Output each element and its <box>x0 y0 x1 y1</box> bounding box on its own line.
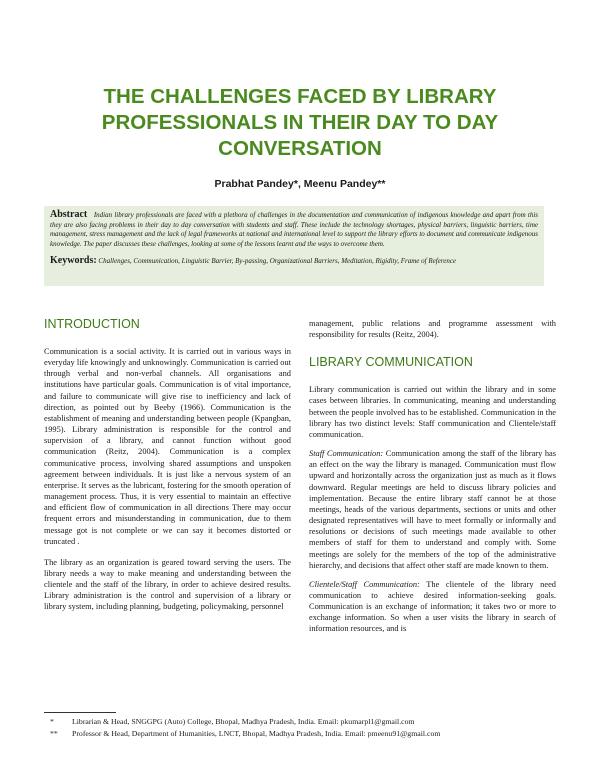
run-in-label: Staff Communication: <box>309 449 384 459</box>
abstract-text: Indian library professionals are faced with a plethora of challenges in the documentation and communication of indigenous knowledge and apart from this they are also facing problems in their day to day conversation with students and staff. These include the technology shortages, physical barriers, linguistic barriers, time management, stress management and the lack of legal frameworks at national and international level to support the library efforts to document and communicate indigenous knowledge. The paper discusses these challenges, looking at some of the lessons learnt and the ways to overcome them. <box>50 211 538 248</box>
paragraph-text: The clientele of the library need communication to achieve desired information-seeking goals. Communication is an exchange of information; it takes two or more to exchange information. So when a user visits the library in search of information resources, and is <box>309 579 556 634</box>
keywords <box>50 255 538 266</box>
abstract <box>50 210 538 249</box>
keywords-text: Challenges, Communication, Linguistic Barrier, By-passing, Organizational Barriers, Meditation, Rigidity, Frame of Reference <box>98 257 457 266</box>
footnote <box>50 716 440 728</box>
run-in-label: Clientele/Staff Communication: <box>309 579 420 589</box>
paragraph: The library as an organization is geared toward serving the users. The library needs a way to make meaning and understanding between the clientele and the staff of the library, in order to achieve desired results. Library administration is the control and supervision of a library or library system, including planning, budgeting, policymaking, personnel <box>44 557 291 612</box>
abstract-label: Abstract <box>50 209 88 220</box>
left-column <box>44 316 291 621</box>
paragraph-text: Communication among the staff of the library has an effect on the way the library is managed. Communication must flow upward and horizontally across the organization just as much as it flows downward. Regular meetings are held to discuss library policies and implementation. Because the entire library staff cannot be at those meetings, heads of the various departments, sections or units and other designated representatives will have to meet formally or informally and resolutions or decisions of such meetings made available to other members of staff for them to understand and comply with. Some meetings are solely for the members of the top of the administrative hierarchy, and decisions that affect other staff are made known to them. <box>309 449 556 570</box>
section-heading-library-communication: LIBRARY COMMUNICATION <box>309 355 473 370</box>
footnote-text: Professor & Head, Department of Humanities, LNCT, Bhopal, Madhya Pradesh, India. Email: pmeenu91@gmail.com <box>72 728 441 738</box>
paragraph-clientele-communication <box>309 579 556 635</box>
footnote-text: Librarian & Head, SNGGPG (Auto) College, Bhopal, Madhya Pradesh, India. Email: pkumarpl1@gmail.com <box>72 717 415 726</box>
right-column <box>309 318 556 643</box>
abstract-box <box>44 206 544 286</box>
paragraph-staff-communication <box>309 448 556 571</box>
footnote-mark: ** <box>50 728 58 738</box>
footnotes <box>50 716 440 739</box>
paper-authors: Prabhat Pandey*, Meenu Pandey** <box>214 178 386 190</box>
keywords-label: Keywords: <box>50 255 97 267</box>
paragraph: Communication is a social activity. It is carried out in various ways in everyday life knowingly and unknowingly. Communication is carried out through verbal and non-verbal channels. All organisations and institutions have particular goals. Communication is of vital importance, and failure to communicate will give rise to inefficiency and lack of direction, as pointed out by Beeby (1966). Communication is the establishment of meaning and understanding between people (Kpangban, 1995). Library administration is responsible for the control and supervision of a library, and cannot function without good communication (Reitz, 2004). Communication is a complex communicative process, involving shared assumptions and unspoken agreement between individuals. It is just like a nervous system of an enterprise. It serves as the lubricant, fostering for the smooth operation of management process. Thus, it is very essential to maintain an effective and efficient flow of communication in all directions There may occur frequent errors and misunderstanding in communication, due to them message got is not complete or we can say it becomes distorted or truncated . <box>44 347 291 546</box>
footnote-mark: * <box>50 717 54 726</box>
footnote <box>50 728 440 740</box>
paragraph: management, public relations and programme assessment with responsibility for results (Reitz, 2004). <box>309 319 556 340</box>
footnote-rule <box>44 712 116 713</box>
paragraph: Library communication is carried out within the library and in some cases between libraries. In communicating, meaning and understanding between the people involved has to be established. Communication in the library has two distinct levels: Staff communication and Clientele/staff communication. <box>309 385 556 439</box>
section-heading-introduction: INTRODUCTION <box>44 317 140 331</box>
paper-title: THE CHALLENGES FACED BY LIBRARY PROFESSIONALS IN THEIR DAY TO DAY CONVERSATION <box>101 85 499 160</box>
